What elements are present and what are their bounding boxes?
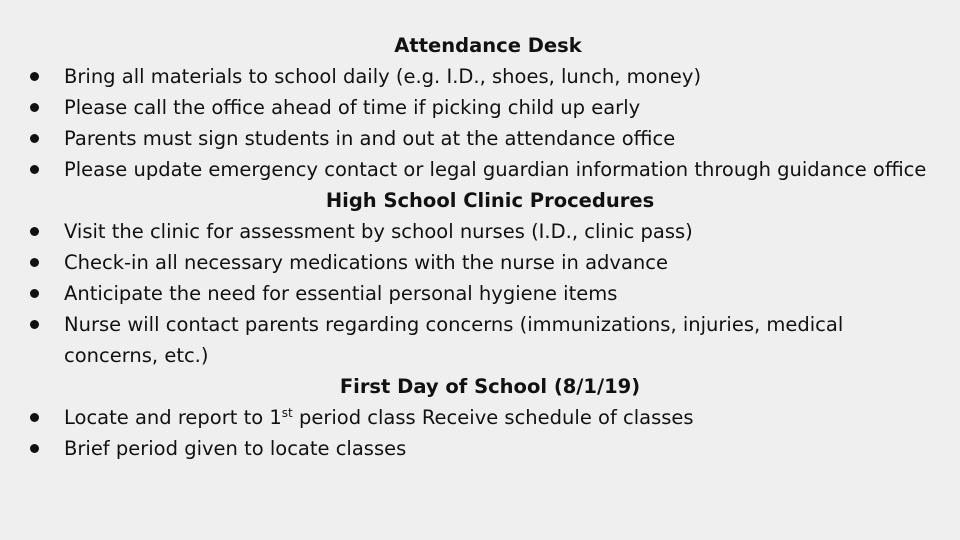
list-item-text: Visit the clinic for assessment by school nurses (I.D., clinic pass) (64, 220, 693, 243)
bullet-icon (30, 289, 39, 298)
bullet-icon (30, 444, 39, 453)
list-item-text: Please call the office ahead of time if picking child up early (64, 96, 641, 119)
list-item (0, 216, 960, 247)
list-item-text: Parents must sign students in and out at the attendance office (64, 127, 676, 150)
list-item (0, 247, 960, 278)
attendance-list (0, 61, 960, 185)
section-title-first-day: First Day of School (8/1/19) (339, 375, 641, 398)
list-item (0, 123, 960, 154)
bullet-icon (30, 134, 39, 143)
bullet-icon (30, 72, 39, 81)
bullet-icon (30, 227, 39, 236)
list-item-text: Brief period given to locate classes (64, 437, 407, 460)
ordinal-superscript: st (281, 406, 293, 420)
bullet-icon (30, 413, 39, 422)
bullet-icon (30, 320, 39, 329)
bullet-icon (30, 258, 39, 267)
list-item-text-before: Locate and report to 1 (64, 406, 282, 429)
list-item-text-after: period class Receive schedule of classes (292, 406, 694, 429)
list-item-text: Check-in all necessary medications with the nurse in advance (64, 251, 668, 274)
list-item (0, 92, 960, 123)
list-item (0, 309, 960, 371)
first-day-list (0, 402, 960, 464)
section-title-attendance-desk: Attendance Desk (394, 34, 582, 57)
list-item-text: Nurse will contact parents regarding concerns (immunizations, injuries, medical concerns, etc.) (64, 313, 844, 367)
list-item (0, 154, 960, 185)
clinic-list (0, 216, 960, 371)
list-item-text: Please update emergency contact or legal guardian information through guidance office (64, 158, 927, 181)
list-item-text: Bring all materials to school daily (e.g. I.D., shoes, lunch, money) (64, 65, 702, 88)
list-item (0, 433, 960, 464)
list-item (0, 61, 960, 92)
list-item (0, 402, 960, 433)
section-title-clinic-procedures: High School Clinic Procedures (325, 189, 655, 212)
bullet-icon (30, 103, 39, 112)
bullet-icon (30, 165, 39, 174)
list-item-text: Anticipate the need for essential personal hygiene items (64, 282, 618, 305)
list-item (0, 278, 960, 309)
